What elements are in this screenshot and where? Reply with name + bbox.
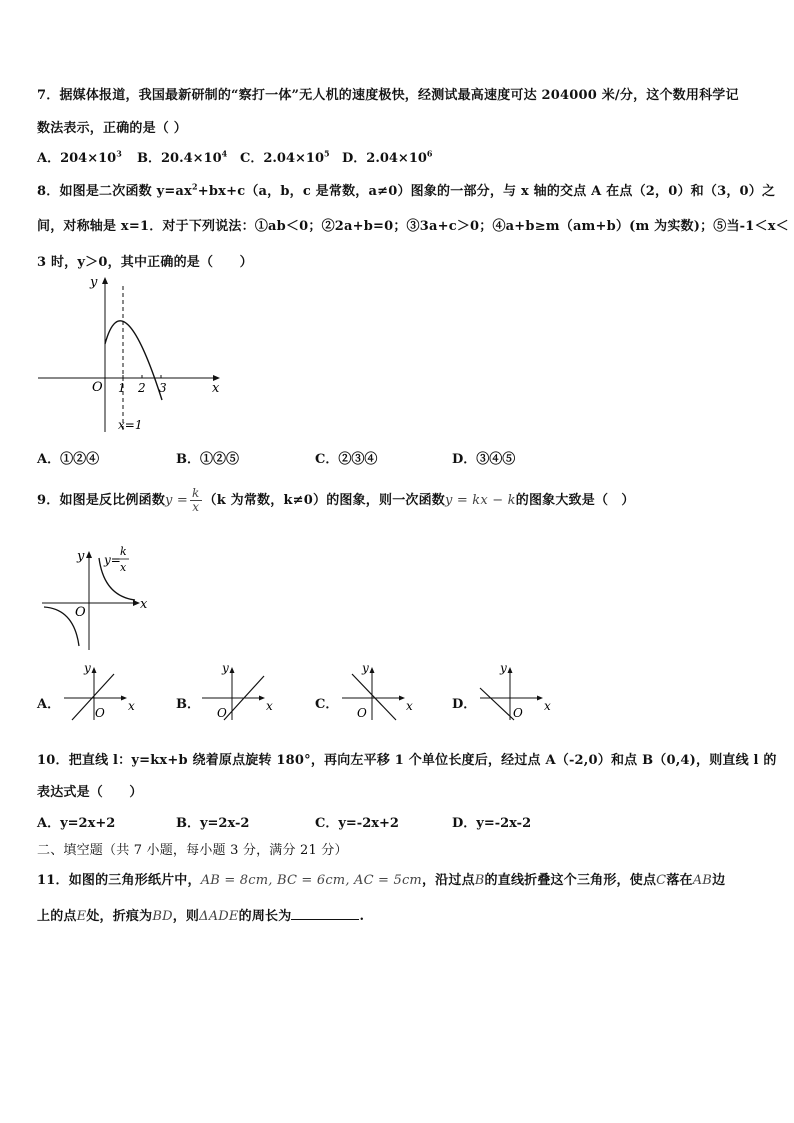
x-axis-arrow: [121, 696, 127, 701]
hyperbola-branch-2: [44, 607, 79, 646]
y-label: y: [77, 549, 85, 564]
y-label: y: [362, 661, 369, 675]
answer-blank[interactable]: [291, 907, 359, 920]
curve-label-num: k: [120, 545, 127, 558]
y-axis-arrow: [370, 667, 375, 673]
q7-line2: 数法表示，正确的是（ ）: [37, 121, 187, 136]
x-axis-arrow: [133, 600, 140, 606]
y-axis-arrow: [508, 667, 513, 673]
x-axis-arrow: [399, 696, 405, 701]
q10-option-a: A．y=2x+2: [37, 816, 116, 831]
axis-note: x=1: [118, 418, 143, 432]
origin-label: O: [95, 706, 105, 720]
q9-option-c-label: C．: [315, 697, 339, 712]
q10-line1: 10．把直线 l：y=kx+b 绕着原点旋转 180°，再向左平移 1 个单位长度后，经过点 A（-2,0）和点 B（0,4)，则直线 l 的: [37, 753, 777, 768]
q10-option-d: D．y=-2x-2: [452, 816, 532, 831]
q8-line2: 间，对称轴是 x=1．对于下列说法：①ab＜0；②2a+b=0；③3a+c＞0；④a+b≥m（am+b）(m 为实数)；⑤当-1＜x＜: [37, 219, 789, 234]
q8-option-c: C．②③④: [315, 452, 378, 467]
x-label: x: [212, 381, 220, 396]
q9-hyperbola-graph: [38, 544, 156, 654]
q10-line2: 表达式是（ ）: [37, 785, 143, 800]
q9-option-b-graph: [200, 660, 280, 722]
q11-line2: 上的点E处，折痕为BD，则ΔADE的周长为 .: [37, 909, 365, 924]
y-label: y: [90, 275, 98, 290]
q9-option-a-graph: [62, 660, 142, 722]
q9-option-b-label: B．: [176, 697, 200, 712]
q7-option-a: A．$204\times 10^3$: [37, 148, 122, 166]
curve-label-den: x: [120, 561, 127, 574]
q7-line1: 7．据媒体报道，我国最新研制的“察打一体”无人机的速度极快，经测试最高速度可达 204000 米/分，这个数用科学记: [37, 88, 739, 103]
y-label: y: [500, 661, 507, 675]
q8-option-d: D．③④⑤: [452, 452, 516, 467]
origin-label: O: [217, 706, 227, 720]
q9-option-d-graph: [478, 660, 558, 722]
q8-line1: 8．如图是二次函数 $y=ax^2+bx+c(a$，b，c 是常数，a≠0）图象的一部分，与 x 轴的交点 A 在点（2，0）和（3，0）之: [37, 181, 776, 199]
x-label: x: [406, 699, 413, 713]
q9-option-c-graph: [340, 660, 420, 722]
parabola-curve: [105, 321, 162, 400]
origin-label: O: [75, 605, 86, 620]
line-graph: [480, 688, 514, 720]
q9-line1: 9．如图是反比例函数y = $\frac{k}{x}$ （k 为常数，k≠0）的图象，则一次函数y = kx − k的图象大致是（ ）: [37, 486, 635, 514]
q8-line3: 3 时，y＞0，其中正确的是（ ）: [37, 255, 253, 270]
y-axis-arrow: [86, 551, 92, 558]
q8-option-a: A．①②④: [37, 452, 100, 467]
y-axis-arrow: [102, 277, 108, 284]
tick-label-2: 2: [138, 381, 146, 395]
x-label: x: [544, 699, 551, 713]
q9-option-a-label: A．: [37, 697, 61, 712]
x-label: x: [140, 597, 148, 612]
section-heading: 二、填空题（共 7 小题，每小题 3 分，满分 21 分）: [37, 843, 348, 858]
x-label: x: [266, 699, 273, 713]
origin-label: O: [513, 706, 523, 720]
tick-label-1: 1: [118, 381, 126, 395]
q10-option-b: B．y=2x-2: [176, 816, 250, 831]
curve-label-lhs: y=: [104, 553, 121, 567]
q9-fraction: $\frac{k}{x}$: [192, 486, 200, 514]
origin-label: O: [357, 706, 367, 720]
line-graph: [72, 674, 114, 720]
q7-option-c: C．$2.04\times 10^5$: [240, 148, 330, 166]
y-label: y: [84, 661, 91, 675]
tick-label-3: 3: [159, 381, 167, 395]
q7-option-d: D．$2.04\times 10^6$: [342, 148, 433, 166]
q8-parabola-graph: [34, 272, 228, 437]
q8-option-b: B．①②⑤: [176, 452, 239, 467]
x-label: x: [128, 699, 135, 713]
y-label: y: [222, 661, 229, 675]
q10-option-c: C．y=-2x+2: [315, 816, 399, 831]
origin-label: O: [92, 380, 103, 395]
x-axis-arrow: [537, 696, 543, 701]
q9-option-d-label: D．: [452, 697, 477, 712]
x-axis-arrow: [259, 696, 265, 701]
y-axis-arrow: [92, 667, 97, 673]
q7-option-b: B．$20.4\times 10^4$: [137, 148, 228, 166]
q11-line1: 11．如图的三角形纸片中，AB = 8cm, BC = 6cm, AC = 5cm，沿过点B的直线折叠这个三角形，使点C落在AB边: [37, 873, 726, 888]
y-axis-arrow: [230, 667, 235, 673]
